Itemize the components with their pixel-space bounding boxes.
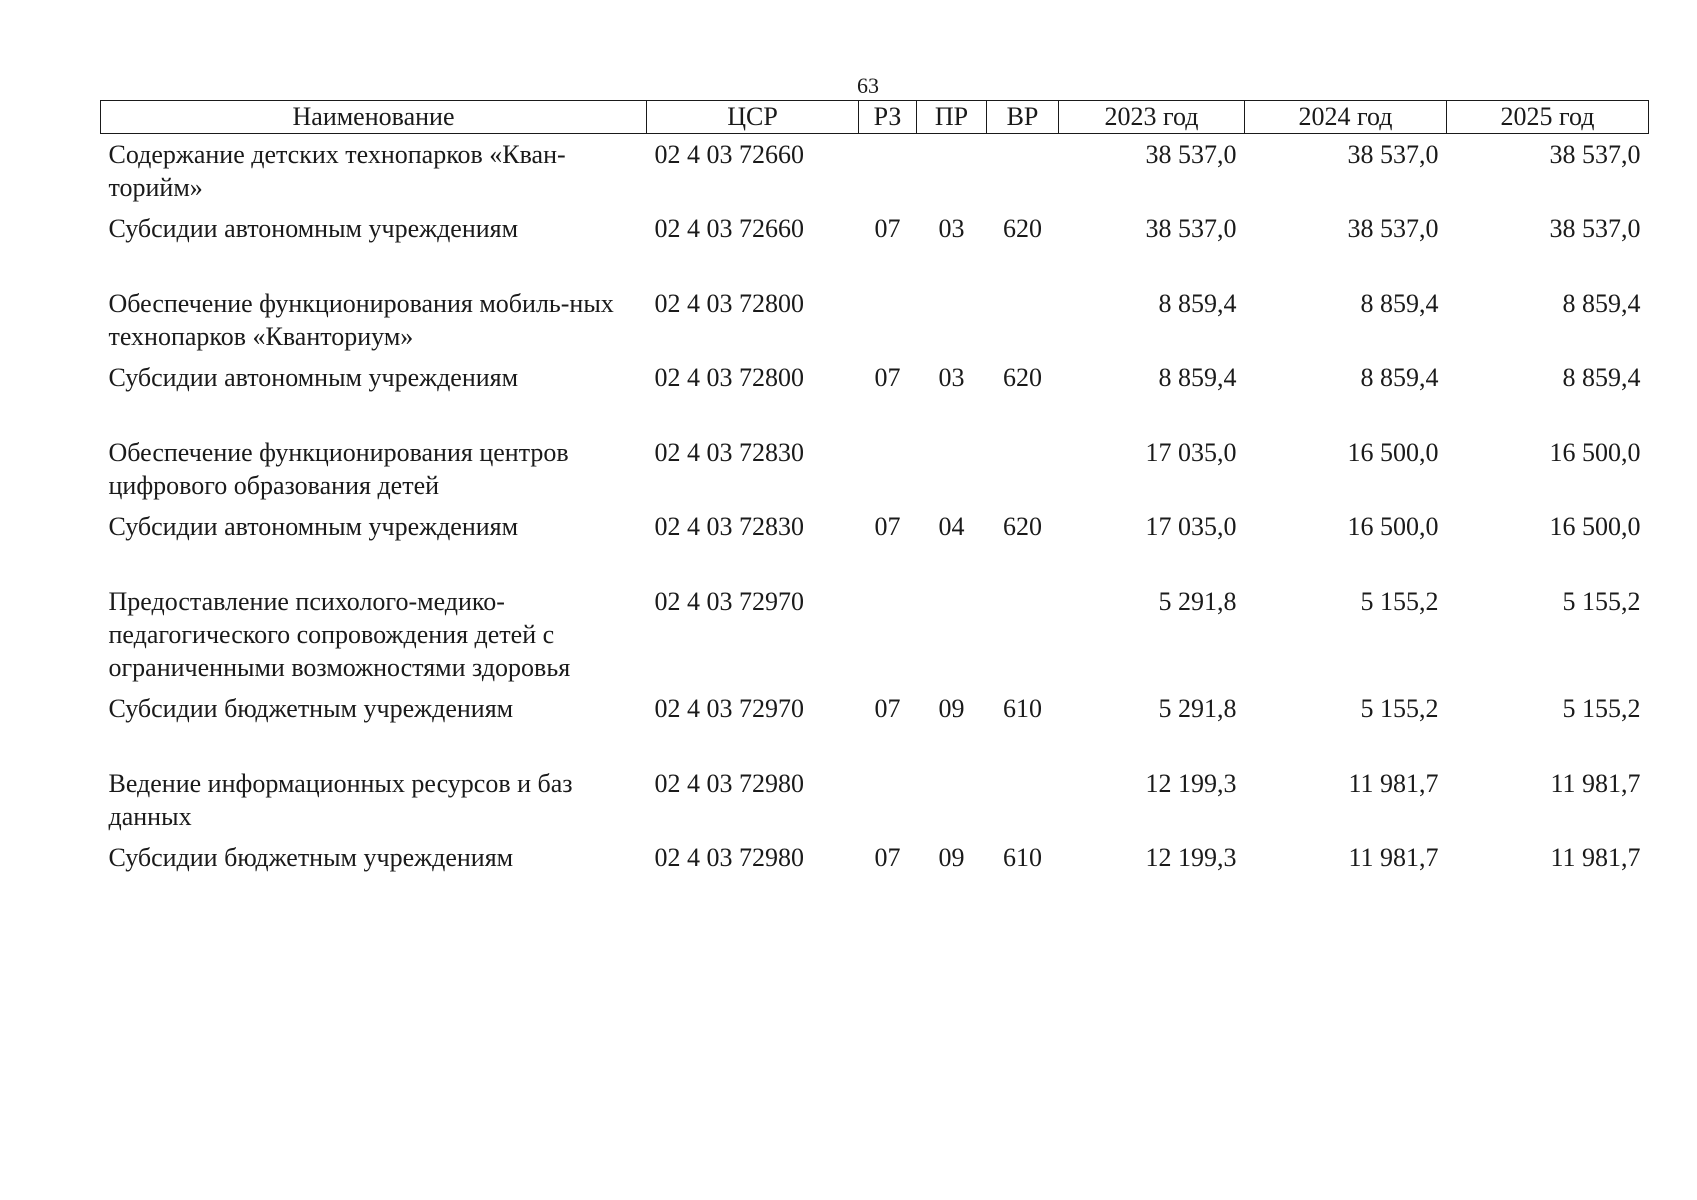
row-2023: 17 035,0: [1145, 512, 1237, 541]
row-vr: 620: [1003, 363, 1042, 392]
row-name: Субсидии бюджетным учреждениям: [108, 843, 514, 872]
row-vr: [987, 134, 1059, 209]
table-row: [101, 208, 1649, 283]
row-csr: 02 4 03 72800: [654, 289, 804, 318]
row-name: Ведение информационных ресурсов и баз данных: [108, 769, 573, 831]
row-pr: [917, 283, 987, 357]
row-name: Обеспечение функционирования мобиль-ных технопарков «Кванториум»: [108, 289, 614, 351]
row-2023: 12 199,3: [1145, 843, 1237, 872]
table-header-row: [101, 101, 1649, 134]
row-2025: 11 981,7: [1550, 843, 1641, 872]
row-pr: [917, 432, 987, 506]
row-csr: 02 4 03 72830: [654, 512, 804, 541]
row-2025: 8 859,4: [1562, 289, 1641, 318]
row-2023: 38 537,0: [1145, 214, 1237, 243]
column-header-2024: 2024 год: [1245, 101, 1447, 134]
row-csr: 02 4 03 72970: [654, 694, 804, 723]
column-header-2023: 2023 год: [1059, 101, 1245, 134]
row-vr: 620: [1003, 214, 1042, 243]
row-vr: [987, 763, 1059, 837]
row-2025: 11 981,7: [1550, 769, 1641, 798]
column-header-rz: РЗ: [859, 101, 917, 134]
row-2024: 8 859,4: [1360, 289, 1439, 318]
row-2024: 11 981,7: [1348, 769, 1439, 798]
row-pr: [917, 134, 987, 209]
row-vr: [987, 581, 1059, 688]
row-2024: 11 981,7: [1348, 843, 1439, 872]
row-csr: 02 4 03 72830: [654, 438, 804, 467]
row-rz: [859, 134, 917, 209]
page-number: 63: [857, 73, 879, 98]
row-2023: 38 537,0: [1145, 140, 1237, 169]
row-2024: 8 859,4: [1360, 363, 1439, 392]
row-2025: 16 500,0: [1549, 438, 1641, 467]
row-pr: 03: [938, 363, 965, 392]
column-header-2025: 2025 год: [1447, 101, 1649, 134]
row-csr: 02 4 03 72660: [654, 140, 804, 169]
table-row: [101, 432, 1649, 506]
row-csr: 02 4 03 72970: [654, 587, 804, 616]
row-rz: 07: [874, 843, 901, 872]
table-row: [101, 283, 1649, 357]
row-2025: 5 155,2: [1562, 694, 1641, 723]
row-2025: 38 537,0: [1549, 140, 1641, 169]
row-rz: 07: [874, 512, 901, 541]
row-pr: [917, 581, 987, 688]
row-2024: 16 500,0: [1347, 438, 1439, 467]
row-rz: 07: [874, 214, 901, 243]
row-csr: 02 4 03 72980: [654, 769, 804, 798]
row-2024: 38 537,0: [1347, 140, 1439, 169]
row-vr: 610: [1003, 843, 1042, 872]
budget-table: [100, 100, 1649, 878]
row-2023: 17 035,0: [1145, 438, 1237, 467]
row-name: Субсидии автономным учреждениям: [108, 363, 519, 392]
row-vr: [987, 432, 1059, 506]
table-row: [101, 763, 1649, 837]
row-rz: [859, 581, 917, 688]
column-header-vr: ВР: [987, 101, 1059, 134]
row-2025: 38 537,0: [1549, 214, 1641, 243]
column-header-csr: ЦСР: [647, 101, 859, 134]
row-pr: 04: [938, 512, 965, 541]
row-vr: 620: [1003, 512, 1042, 541]
table-row: [101, 837, 1649, 878]
row-pr: 09: [938, 843, 965, 872]
row-2024: 38 537,0: [1347, 214, 1439, 243]
row-vr: 610: [1003, 694, 1042, 723]
column-header-name: Наименование: [101, 101, 647, 134]
row-2024: 5 155,2: [1360, 587, 1439, 616]
row-name: Предоставление психолого-медико-педагогического сопровождения детей с ограниченными возможностями здоровья: [108, 587, 571, 682]
row-name: Субсидии автономным учреждениям: [108, 512, 519, 541]
table-row: [101, 357, 1649, 432]
row-name: Содержание детских технопарков «Кван-торийм»: [108, 140, 566, 202]
row-2025: 16 500,0: [1549, 512, 1641, 541]
row-name: Субсидии автономным учреждениям: [108, 214, 519, 243]
row-rz: 07: [874, 694, 901, 723]
row-name: Субсидии бюджетным учреждениям: [108, 694, 514, 723]
row-vr: [987, 283, 1059, 357]
row-rz: [859, 283, 917, 357]
row-2023: 8 859,4: [1158, 363, 1237, 392]
row-2024: 5 155,2: [1360, 694, 1439, 723]
row-csr: 02 4 03 72660: [654, 214, 804, 243]
row-pr: 09: [938, 694, 965, 723]
row-pr: 03: [938, 214, 965, 243]
table-row: [101, 134, 1649, 209]
row-rz: 07: [874, 363, 901, 392]
row-rz: [859, 763, 917, 837]
row-2023: 12 199,3: [1145, 769, 1237, 798]
column-header-pr: ПР: [917, 101, 987, 134]
row-2023: 8 859,4: [1158, 289, 1237, 318]
row-2023: 5 291,8: [1158, 694, 1237, 723]
row-name: Обеспечение функционирования центров цифрового образования детей: [108, 438, 569, 500]
row-2025: 5 155,2: [1562, 587, 1641, 616]
table-row: [101, 506, 1649, 581]
table-row: [101, 688, 1649, 763]
row-csr: 02 4 03 72800: [654, 363, 804, 392]
row-2024: 16 500,0: [1347, 512, 1439, 541]
table-row: [101, 581, 1649, 688]
row-2023: 5 291,8: [1158, 587, 1237, 616]
row-pr: [917, 763, 987, 837]
row-rz: [859, 432, 917, 506]
row-csr: 02 4 03 72980: [654, 843, 804, 872]
row-2025: 8 859,4: [1562, 363, 1641, 392]
